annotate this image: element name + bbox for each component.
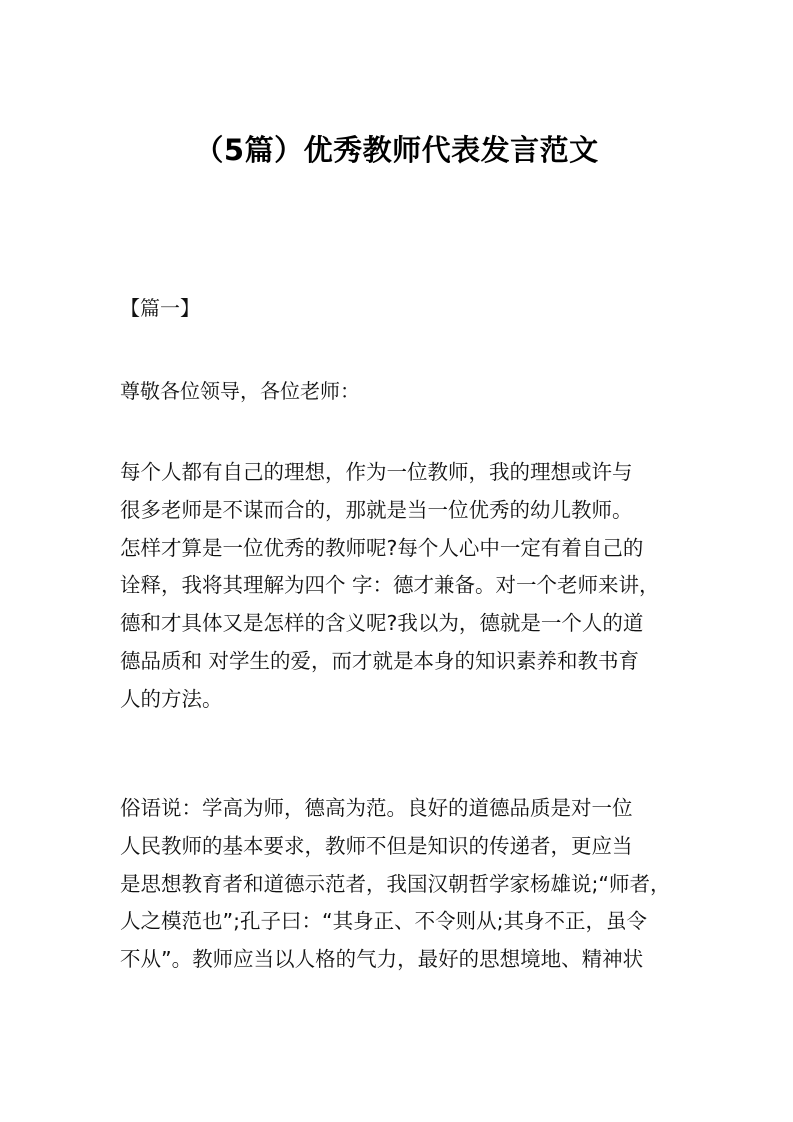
paragraph-line: 不从”。教师应当以人格的气力，最好的思想境地、精神状	[120, 947, 644, 972]
paragraph-1	[120, 454, 700, 719]
paragraph-line: 诠释，我将其理解为四个 字：德才兼备。对一个老师来讲，	[120, 573, 660, 598]
paragraph-line: 人的方法。	[120, 686, 223, 711]
section-heading: 【篇一】	[120, 296, 200, 320]
document-title: （5篇）优秀教师代表发言范文	[194, 133, 599, 167]
paragraph-line: 怎样才算是一位优秀的教师呢?每个人心中一定有着自己的	[120, 535, 644, 560]
paragraph-2	[120, 790, 700, 979]
paragraph-line: 很多老师是不谋而合的，那就是当一位优秀的幼儿教师。	[120, 497, 633, 522]
paragraph-line: 俗语说：学高为师，德高为范。良好的道德品质是对一位	[120, 796, 633, 820]
paragraph-line: 每个人都有自己的理想，作为一位教师，我的理想或许与	[120, 460, 633, 484]
paragraph-line: 德品质和 对学生的爱，而才就是本身的知识素养和教书育	[120, 648, 640, 673]
salutation: 尊敬各位领导，各位老师：	[120, 379, 360, 403]
paragraph-line: 德和才具体又是怎样的含义呢?我以为，德就是一个人的道	[120, 611, 644, 636]
paragraph-line: 人民教师的基本要求，教师不但是知识的传递者，更应当	[120, 833, 633, 858]
paragraph-line: 是思想教育者和道德示范者，我国汉朝哲学家杨雄说;“师者，	[120, 871, 671, 896]
paragraph-line: 人之模范也”;孔子曰：“其身正、不令则从;其身不正，虽令	[120, 909, 648, 934]
